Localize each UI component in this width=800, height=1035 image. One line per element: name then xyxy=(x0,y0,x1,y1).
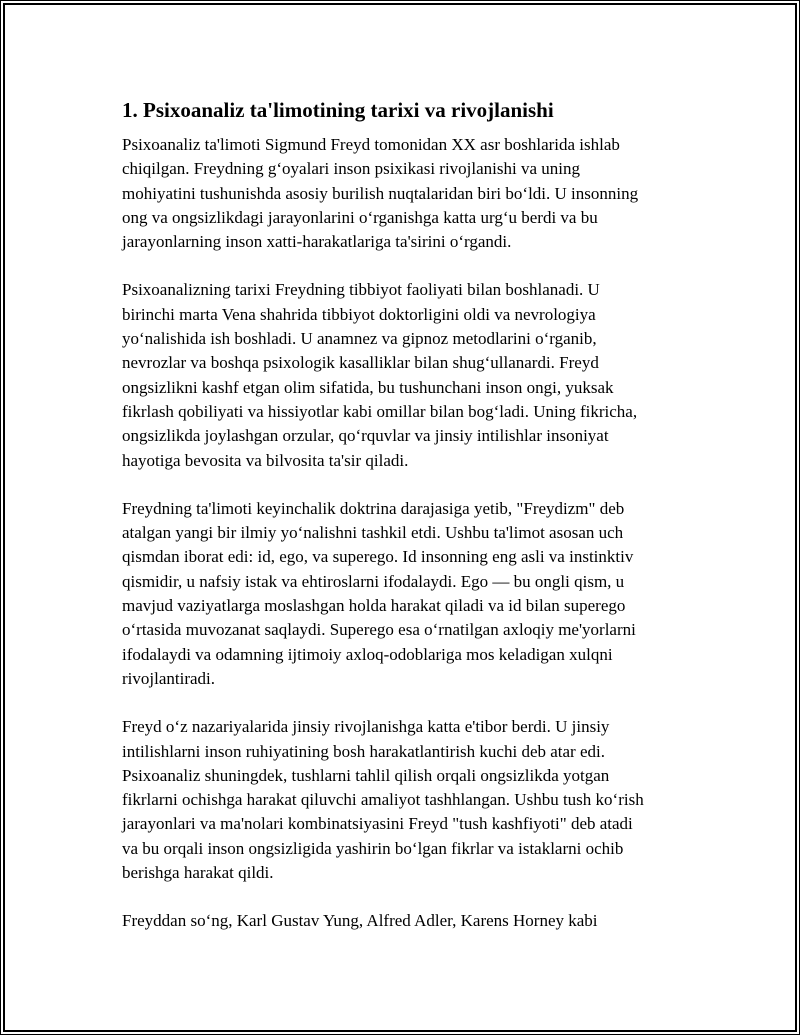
text-line: jarayonlarning inson xatti-harakatlariga ta'sirini o‘rgandi. xyxy=(122,232,512,252)
paragraph-5 xyxy=(122,909,682,933)
text-line: Psixoanaliz shuningdek, tushlarni tahlil qilish orqali ongsizlikda yotgan xyxy=(122,765,610,785)
text-line: jarayonlari va ma'nolari kombinatsiyasini Freyd "tush kashfiyoti" deb atadi xyxy=(122,814,633,834)
text-line: nevrozlar va boshqa psixologik kasalliklar bilan shug‘ullanardi. Freyd xyxy=(122,353,599,373)
text-line: fikrlarni ochishga harakat qiluvchi amaliyot tashhlangan. Ushbu tush ko‘rish xyxy=(122,790,644,810)
text-line: yo‘nalishida ish boshladi. U anamnez va gipnoz metodlarini o‘rganib, xyxy=(122,329,597,349)
text-line: o‘rtasida muvozanat saqlaydi. Superego esa o‘rnatilgan axloqiy me'yorlarni xyxy=(122,620,636,640)
text-line: mavjud vaziyatlarga moslashgan holda harakat qiladi va id bilan superego xyxy=(122,596,626,616)
text-line: birinchi marta Vena shahrida tibbiyot doktorligini oldi va nevrologiya xyxy=(122,304,596,324)
text-line: chiqilgan. Freydning g‘oyalari inson psixikasi rivojlanishi va uning xyxy=(122,159,580,179)
text-line: Freyd o‘z nazariyalarida jinsiy rivojlanishga katta e'tibor berdi. U jinsiy xyxy=(122,717,610,737)
text-line: va bu orqali inson ongsizligida yashirin bo‘lgan fikrlar va istaklarni ochib xyxy=(122,838,624,858)
text-line: intilishlarni inson ruhiyatining bosh harakatlantirish kuchi deb atar edi. xyxy=(122,741,605,761)
paragraph-3 xyxy=(122,497,682,691)
text-line: hayotiga bevosita va bilvosita ta'sir qiladi. xyxy=(122,450,409,470)
paragraph-4 xyxy=(122,715,682,885)
text-line: berishga harakat qildi. xyxy=(122,863,274,883)
paragraph-1 xyxy=(122,133,682,254)
paragraph-2 xyxy=(122,278,682,472)
text-line: ifodalaydi va odamning ijtimoiy axloq-odoblariga mos keladigan xulqni xyxy=(122,644,613,664)
text-line: rivojlantiradi. xyxy=(122,668,216,688)
document-page xyxy=(3,3,797,1032)
text-line: Freydning ta'limoti keyinchalik doktrina darajasiga yetib, "Freydizm" deb xyxy=(122,498,625,518)
text-line: fikrlash qobiliyati va hissiyotlar kabi omillar bilan bog‘ladi. Uning fikricha, xyxy=(122,401,638,421)
text-line: qismdan iborat edi: id, ego, va superego. Id insonning eng asli va instinktiv xyxy=(122,547,634,567)
text-line: Freyddan so‘ng, Karl Gustav Yung, Alfred Adler, Karens Horney kabi xyxy=(122,911,598,931)
text-line: ong va ongsizlikdagi jarayonlarini o‘rganishga katta urg‘u berdi va bu xyxy=(122,207,598,227)
text-line: ongsizlikni kashf etgan olim sifatida, bu tushunchani inson ongi, yuksak xyxy=(122,377,614,397)
text-line: Psixoanalizning tarixi Freydning tibbiyot faoliyati bilan boshlanadi. U xyxy=(122,280,600,300)
text-line: qismidir, u nafsiy istak va ehtiroslarni ifodalaydi. Ego — bu ongli qism, u xyxy=(122,571,625,591)
text-line: mohiyatini tushunishda asosiy burilish nuqtalaridan biri bo‘ldi. U insonning xyxy=(122,183,639,203)
text-line: Psixoanaliz ta'limoti Sigmund Freyd tomonidan XX asr boshlarida ishlab xyxy=(122,135,620,154)
document-body xyxy=(122,97,682,958)
text-line: atalgan yangi bir ilmiy yo‘nalishni tashkil etdi. Ushbu ta'limot asosan uch xyxy=(122,523,624,543)
text-line: ongsizlikda joylashgan orzular, qo‘rquvlar va jinsiy intilishlar insoniyat xyxy=(122,426,609,446)
section-heading: 1. Psixoanaliz ta'limotining tarixi va rivojlanishi xyxy=(122,98,554,122)
